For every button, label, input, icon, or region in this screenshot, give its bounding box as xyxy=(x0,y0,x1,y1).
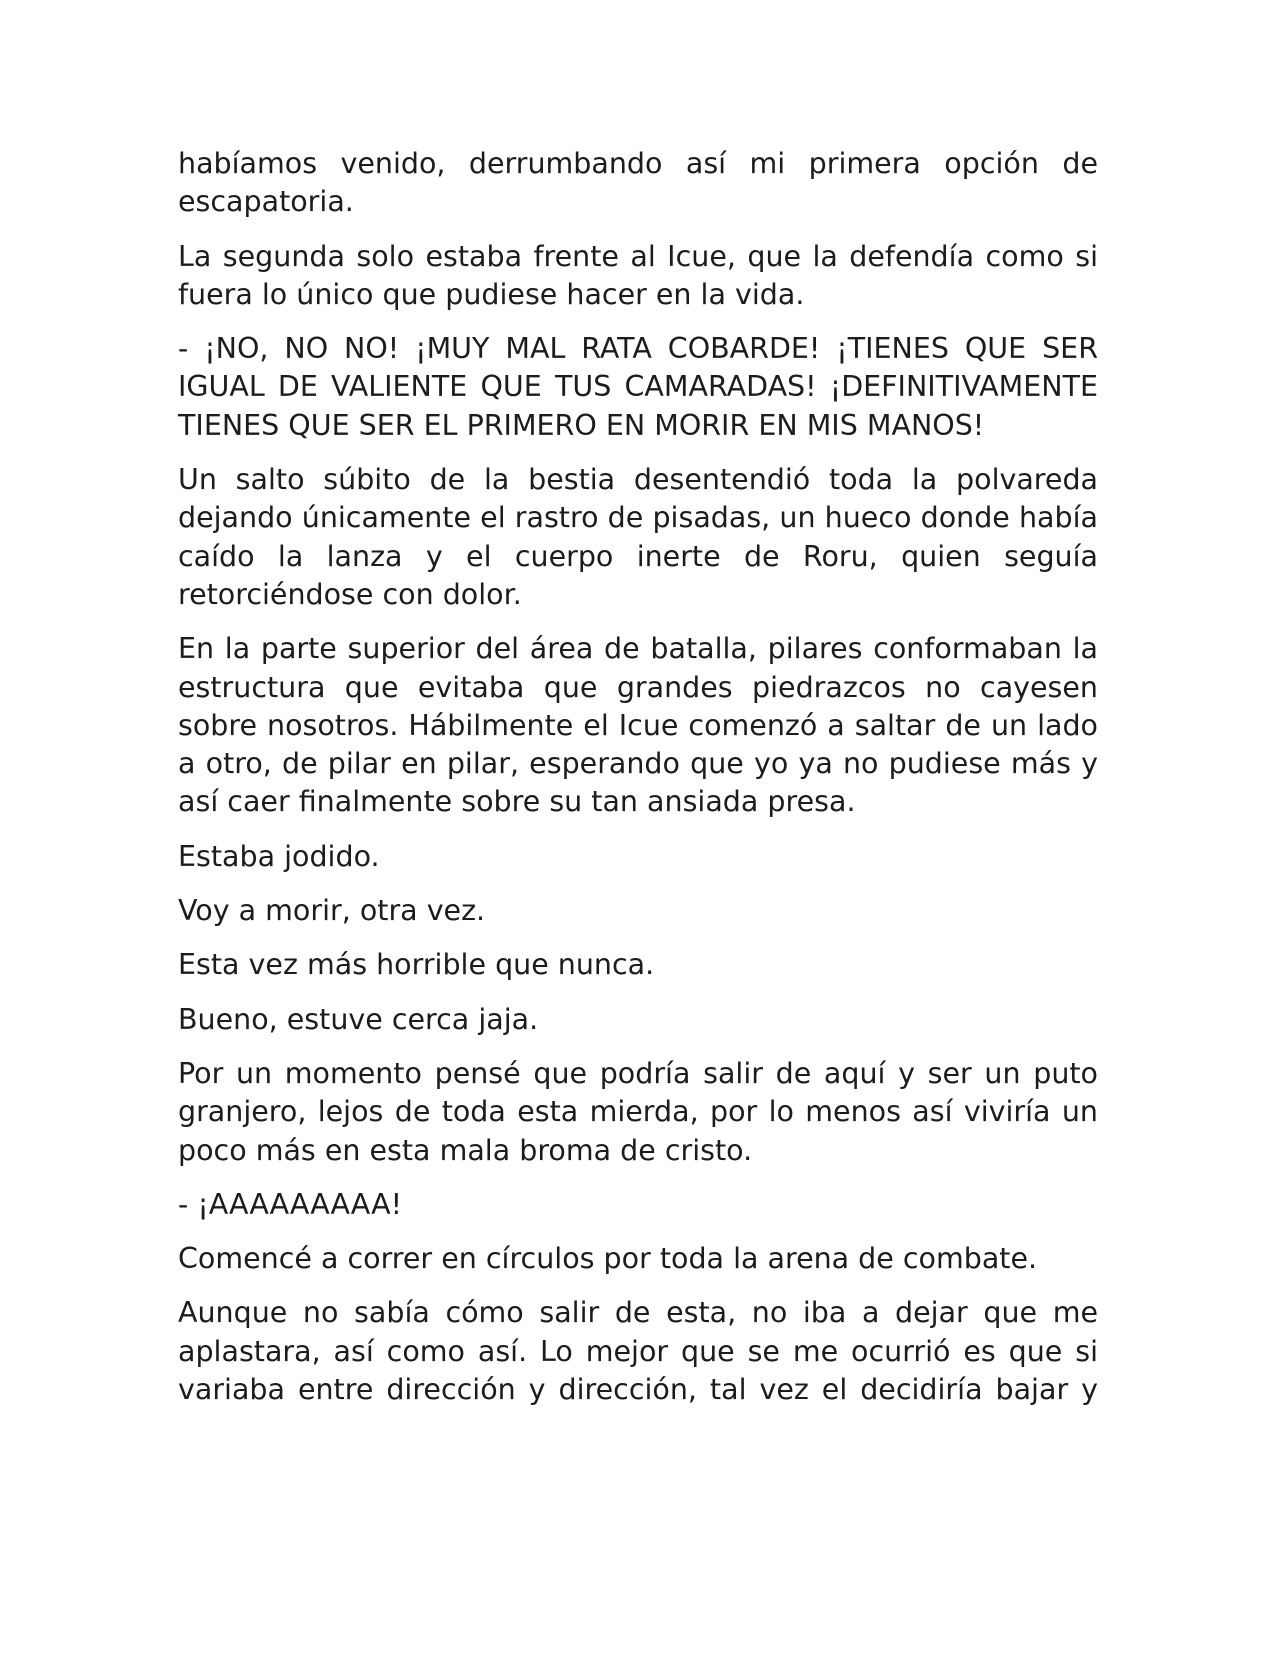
paragraph-12: Comencé a correr en círculos por toda la arena de combate. xyxy=(178,1242,1038,1276)
paragraph-6: Estaba jodido. xyxy=(178,839,380,873)
document-page xyxy=(178,145,1098,1425)
paragraph-8: Esta vez más horrible que nunca. xyxy=(178,948,655,982)
paragraph-4: Un salto súbito de la bestia desentendió toda la polvareda dejando únicamente el rastro de pisadas, un hueco donde había caído la lanza y el cuerpo inerte de Roru, quien seguía retorciéndose con dolor. xyxy=(178,463,1098,611)
paragraph-2: La segunda solo estaba frente al Icue, que la defendía como si fuera lo único que pudiese hacer en la vida. xyxy=(178,239,1098,311)
paragraph-3: - ¡NO, NO NO! ¡MUY MAL RATA COBARDE! ¡TIENES QUE SER IGUAL DE VALIENTE QUE TUS CAMARADAS! ¡DEFINITIVAMENTE TIENES QUE SER EL PRIMERO EN MORIR EN MIS MANOS! xyxy=(178,332,1098,442)
paragraph-13: Aunque no sabía cómo salir de esta, no iba a dejar que me aplastara, así como así. Lo mejor que se me ocurrió es que si variaba entre dirección y dirección, tal vez el decidiría bajar y xyxy=(178,1296,1098,1407)
paragraph-1: habíamos venido, derrumbando así mi primera opción de escapatoria. xyxy=(178,147,1098,219)
paragraph-9: Bueno, estuve cerca jaja. xyxy=(178,1002,539,1036)
paragraph-5: En la parte superior del área de batalla, pilares conformaban la estructura que evitaba que grandes piedrazcos no cayesen sobre nosotros. Hábilmente el Icue comenzó a saltar de un lado a otro, de pilar en pilar, esperando que yo ya no pudiese más y así caer finalmente sobre su tan ansiada presa. xyxy=(178,632,1098,819)
paragraph-11: - ¡AAAAAAAAA! xyxy=(178,1187,403,1221)
paragraph-7: Voy a morir, otra vez. xyxy=(178,894,486,928)
paragraph-10: Por un momento pensé que podría salir de aquí y ser un puto granjero, lejos de toda esta mierda, por lo menos así viviría un poco más en esta mala broma de cristo. xyxy=(178,1056,1098,1167)
